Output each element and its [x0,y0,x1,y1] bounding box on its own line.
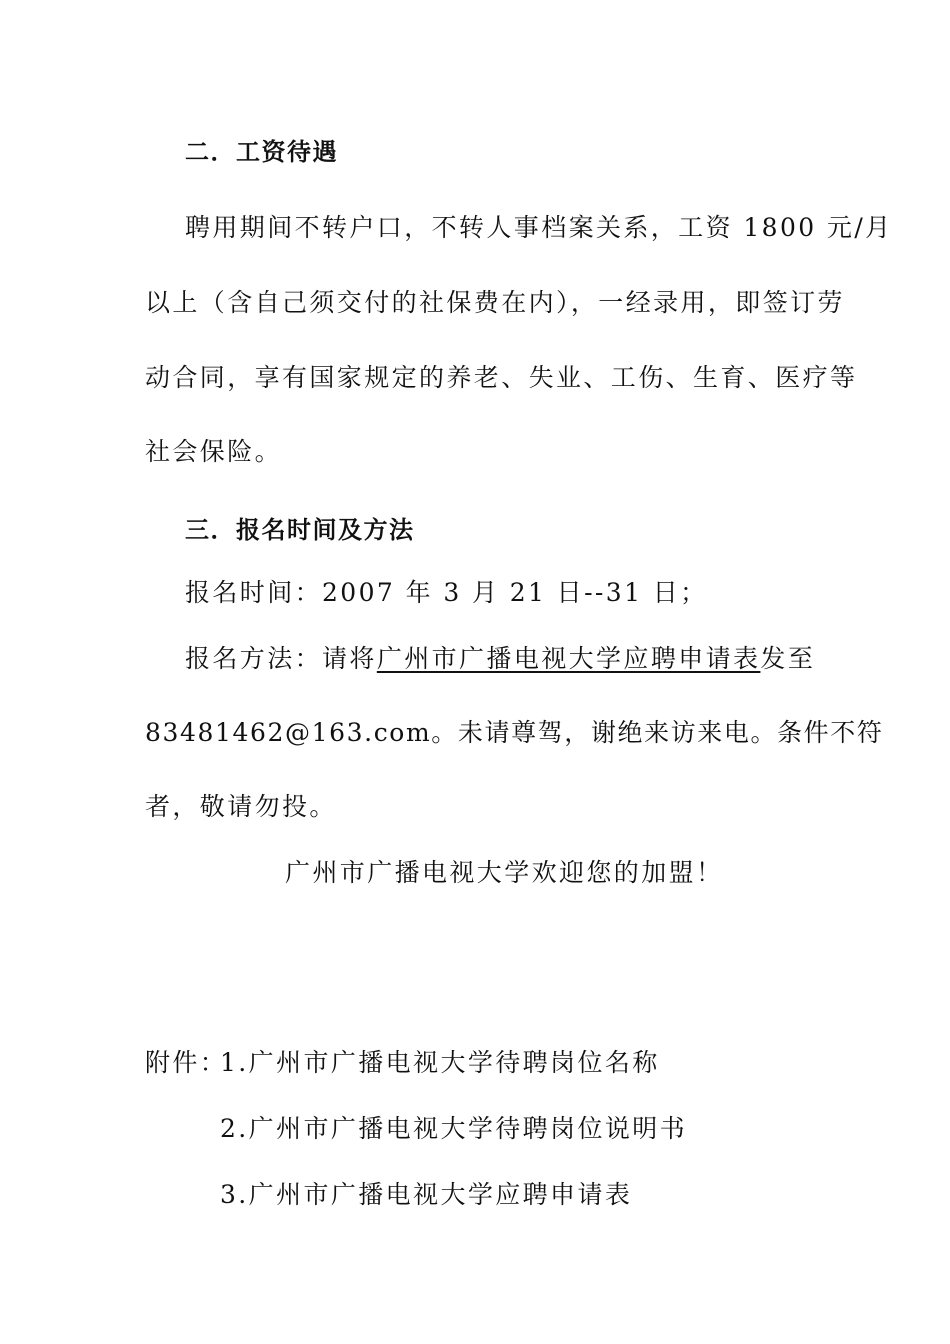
application-form-link[interactable]: 广州市广播电视大学应聘申请表 [376,644,761,673]
paragraph-line: 动合同，享有国家规定的养老、失业、工伤、生育、医疗等 [145,363,858,392]
attachment-label: 附件： [145,1048,228,1077]
method-prefix: 报名方法：请将 [185,644,377,673]
closing-line: 者，敬请勿投。 [145,792,337,821]
paragraph-line: 以上（含自己须交付的社保费在内），一经录用，即签订劳 [145,288,845,317]
paragraph-line: 社会保险。 [145,437,283,466]
email-line: 83481462@163.com。未请尊驾，谢绝来访来电。条件不符 [145,718,884,747]
paragraph-line: 聘用期间不转户口，不转人事档案关系，工资 1800 元/月 [185,213,893,242]
welcome-message: 广州市广播电视大学欢迎您的加盟！ [285,858,724,887]
attachment-item: 2.广州市广播电视大学待聘岗位说明书 [220,1114,688,1143]
section-2-heading: 二．工资待遇 [185,138,338,166]
registration-time: 报名时间：2007 年 3 月 21 日--31 日； [185,578,708,607]
registration-method [185,643,815,675]
section-3-heading: 三．报名时间及方法 [185,516,415,544]
attachment-item: 1.广州市广播电视大学待聘岗位名称 [220,1048,660,1077]
method-suffix: 发至 [760,644,816,673]
attachment-item: 3.广州市广播电视大学应聘申请表 [220,1180,633,1209]
